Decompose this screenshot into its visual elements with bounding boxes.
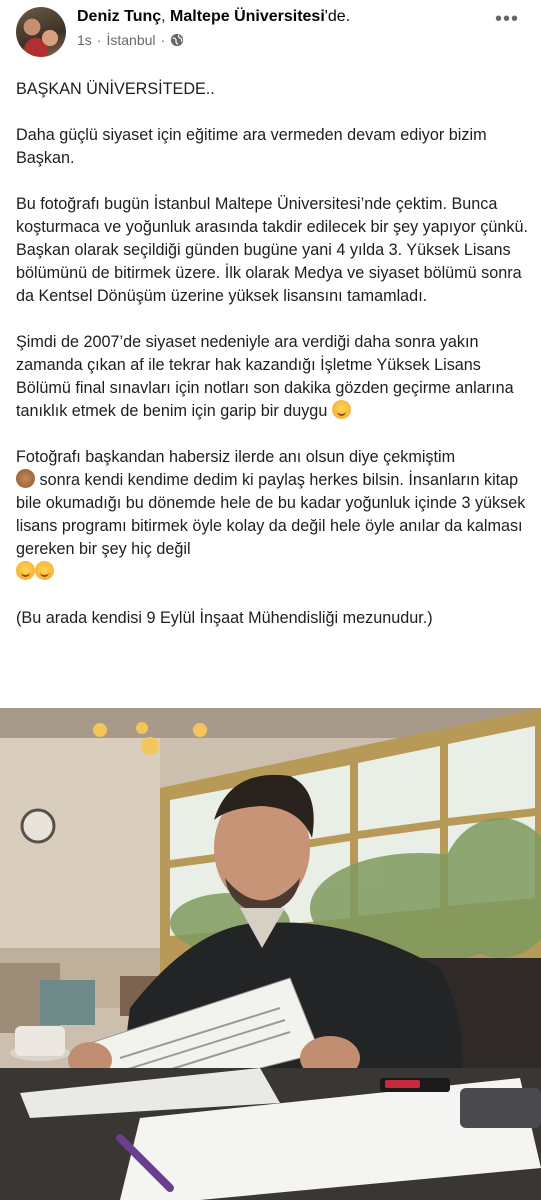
post-photo[interactable] [0, 708, 541, 1200]
author-line [77, 8, 350, 26]
location-suffix: 'de. [324, 8, 351, 25]
post-city[interactable]: İstanbul [106, 32, 156, 48]
photo-illustration [0, 708, 541, 1200]
relieved-face-emoji [16, 561, 35, 580]
post-time[interactable]: 1s [77, 32, 92, 48]
paragraph-6: (Bu arada kendisi 9 Eylül İnşaat Mühendisliği mezunudur.) [16, 609, 433, 627]
post-text [16, 78, 531, 653]
author-avatar[interactable] [16, 7, 66, 57]
paragraph-3: Bu fotoğrafı bugün İstanbul Maltepe Üniversitesi’nde çektim. Bunca koşturmaca ve yoğunluk arasında takdir edilecek bir şey yapıyor çünkü. Başkan olarak seçildiği günden bugüne yani 4 yılda 3. Yüksek Lisans bölümünü de bitirmek üzere. İlk olarak Medya ve siyaset bölümü sonra da Kentsel Dönüşüm üzerine yüksek lisansını tamamladı. [16, 195, 528, 305]
relieved-face-emoji [332, 400, 351, 419]
paragraph-5 [16, 446, 531, 584]
more-options-button[interactable]: ••• [494, 8, 519, 30]
post-meta [77, 32, 184, 48]
post-header [0, 0, 541, 60]
paragraph-4 [16, 331, 531, 423]
relieved-face-emoji [35, 561, 54, 580]
paragraph-2: Daha güçlü siyaset için eğitime ara vermeden devam ediyor bizim Başkan. [16, 126, 487, 167]
see-no-evil-monkey-emoji [16, 469, 35, 488]
location-name[interactable]: Maltepe Üniversitesi [170, 8, 325, 25]
paragraph-5-cont: sonra kendi kendime dedim ki paylaş herkes bilsin. İnsanların kitap bile okumadığı bu dönemde hele de bu kadar yoğunluk içinde 3 yüksek lisans programı bitirmek öyle kolay da değil hele öyle anılar da kalması gereken bir şey hiç değil [16, 471, 526, 558]
paragraph-4-text: Şimdi de 2007’de siyaset nedeniyle ara verdiği daha sonra yakın zamanda çıkan af ile tekrar hak kazandığı İşletme Yüksek Lisans Bölümü final sınavları için notları son dakika gözden geçirme anlarına tanıklık etmek de benim için garip bir duygu [16, 333, 514, 420]
meta-dot: · [96, 32, 102, 48]
paragraph-1: BAŞKAN ÜNİVERSİTEDE.. [16, 80, 215, 98]
author-name[interactable]: Deniz Tunç [77, 8, 162, 25]
meta-dot-2: · [160, 32, 166, 48]
name-separator: , [161, 8, 171, 25]
globe-icon[interactable] [170, 33, 184, 47]
paragraph-5-text: Fotoğrafı başkandan habersiz ilerde anı olsun diye çekmiştim [16, 448, 456, 466]
